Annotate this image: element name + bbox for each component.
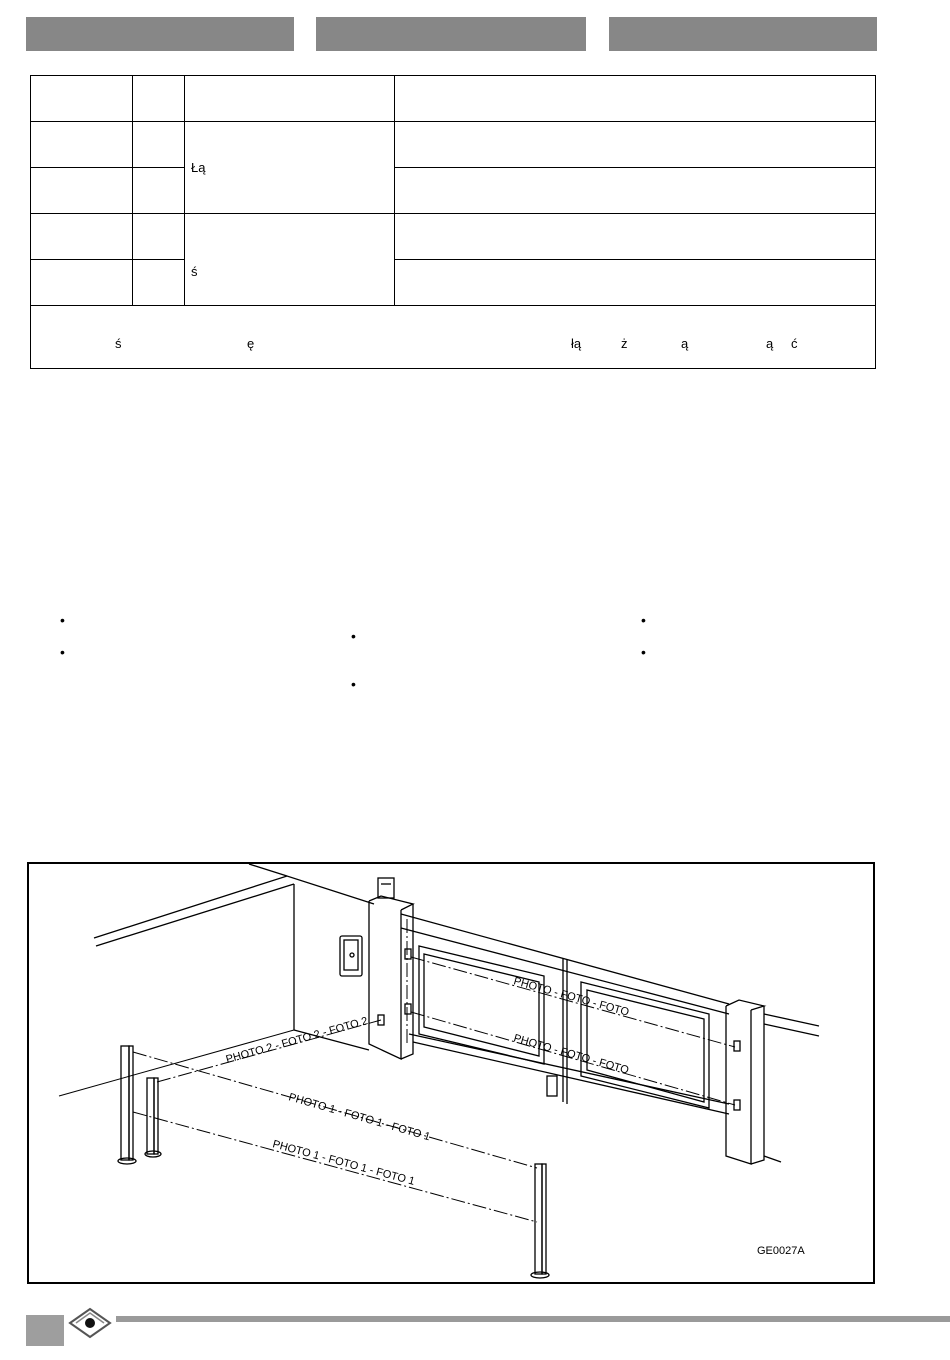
header-tab-3	[609, 17, 877, 51]
bullet: •	[351, 628, 356, 644]
beam-label: PHOTO - FOTO - FOTO	[512, 975, 631, 1019]
beam-label: PHOTO 1 - FOTO 1 - FOTO 1	[287, 1091, 432, 1144]
table-row	[31, 122, 876, 168]
bullet: •	[60, 612, 65, 628]
table-row	[31, 76, 876, 122]
spec-table	[30, 75, 876, 369]
bullet: •	[641, 612, 646, 628]
gate-illustration	[29, 864, 875, 1284]
footer-rule	[116, 1316, 950, 1322]
bullet: •	[60, 644, 65, 660]
logo-icon	[66, 1303, 114, 1343]
page-number-box	[26, 1315, 64, 1346]
beam-label: PHOTO - FOTO - FOTO	[512, 1032, 631, 1077]
bullet: •	[641, 644, 646, 660]
beam-label: PHOTO 2 - FOTO 2 - FOTO 2	[224, 1015, 370, 1066]
table-note: ś ę łą ż ą ą ć	[31, 306, 876, 369]
row-group-1-label: Łą	[185, 122, 395, 214]
table-row	[31, 260, 876, 306]
beam-label: PHOTO 1 - FOTO 1 - FOTO 1	[271, 1138, 417, 1188]
figure-code: GE0027A	[757, 1245, 805, 1257]
installation-figure	[27, 862, 875, 1284]
bullet: •	[351, 676, 356, 692]
header-tab-1	[26, 17, 294, 51]
table-note-row	[31, 306, 876, 369]
header-tab-2	[316, 17, 586, 51]
table-row	[31, 214, 876, 260]
row-group-2-label: ś	[185, 214, 395, 306]
table-row	[31, 168, 876, 214]
